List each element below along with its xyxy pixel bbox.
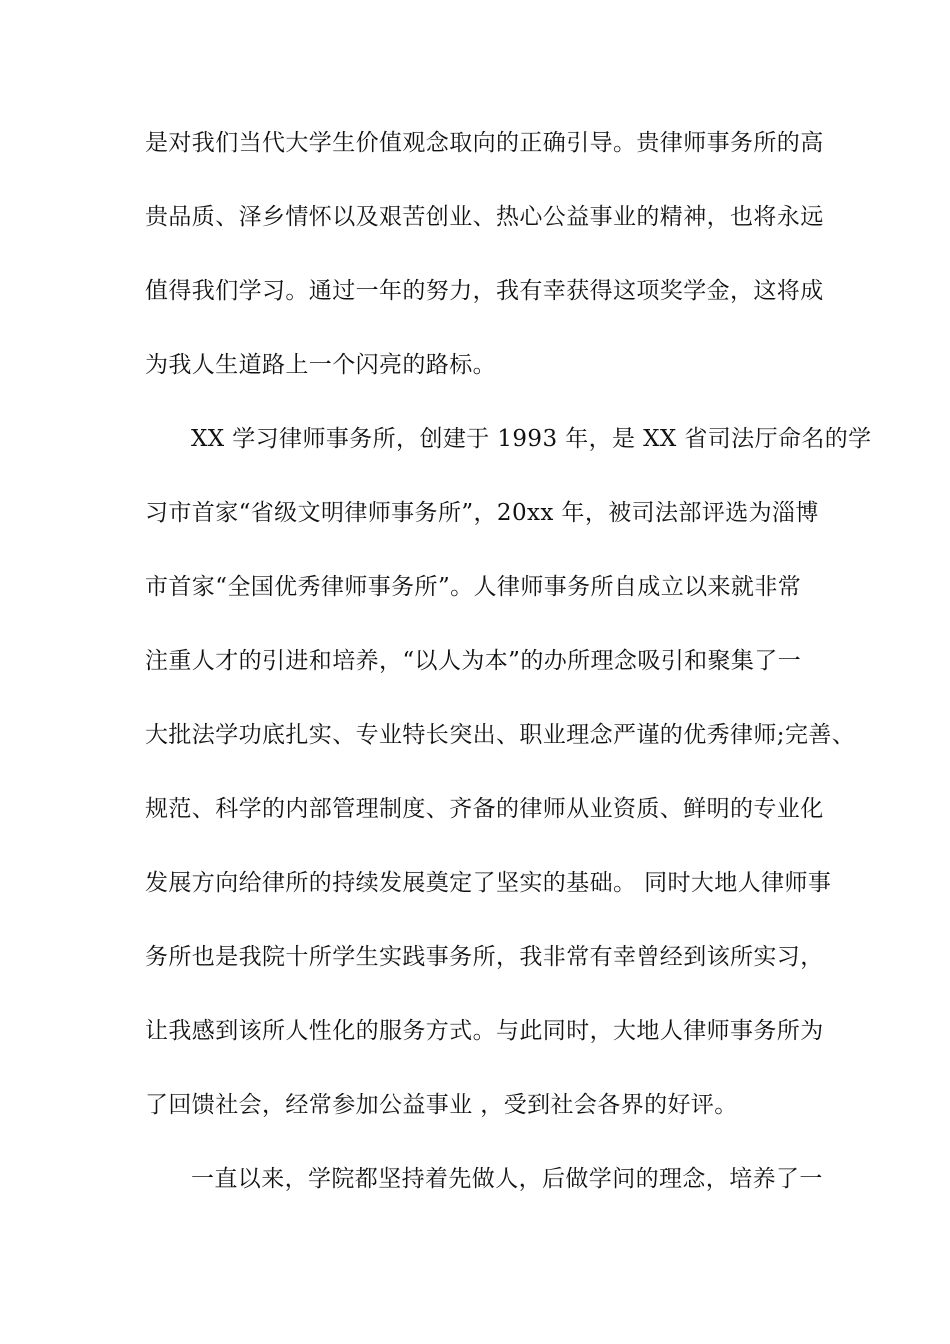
document-body: [145, 130, 872, 1241]
text-line-6: 习市首家“省级文明律师事务所”，20xx 年，被司法部评选为淄博: [145, 500, 819, 526]
text-line-4: 为我人生道路上一个闪亮的路标。: [145, 352, 496, 378]
text-line-1: 是对我们当代大学生价值观念取向的正确引导。贵律师事务所的高: [145, 130, 824, 156]
text-line-13: 让我感到该所人性化的服务方式。与此同时，大地人律师事务所为: [145, 1018, 824, 1044]
text-line-2: 贵品质、泽乡情怀以及艰苦创业、热心公益事业的精神，也将永远: [145, 204, 824, 230]
text-line-14: 了回馈社会，经常参加公益事业 ，受到社会各界的好评。: [145, 1092, 738, 1118]
paragraph-start-line-5: XX 学习律师事务所，创建于 1993 年，是 XX 省司法厅命名的学: [191, 426, 872, 452]
text-line-9: 大批法学功底扎实、专业特长突出、职业理念严谨的优秀律师;完善、: [145, 722, 856, 748]
text-line-12: 务所也是我院十所学生实践事务所，我非常有幸曾经到该所实习，: [145, 944, 824, 970]
text-line-3: 值得我们学习。通过一年的努力，我有幸获得这项奖学金，这将成: [145, 278, 824, 304]
paragraph-start-line-15: 一直以来，学院都坚持着先做人，后做学问的理念，培养了一: [191, 1166, 823, 1192]
text-line-11: 发展方向给律所的持续发展奠定了坚实的基础。 同时大地人律师事: [145, 870, 832, 896]
text-line-8: 注重人才的引进和培养，“以人为本”的办所理念吸引和聚集了一: [145, 648, 802, 674]
text-line-7: 市首家“全国优秀律师事务所”。人律师事务所自成立以来就非常: [145, 574, 802, 600]
text-line-10: 规范、科学的内部管理制度、齐备的律师从业资质、鲜明的专业化: [145, 796, 824, 822]
